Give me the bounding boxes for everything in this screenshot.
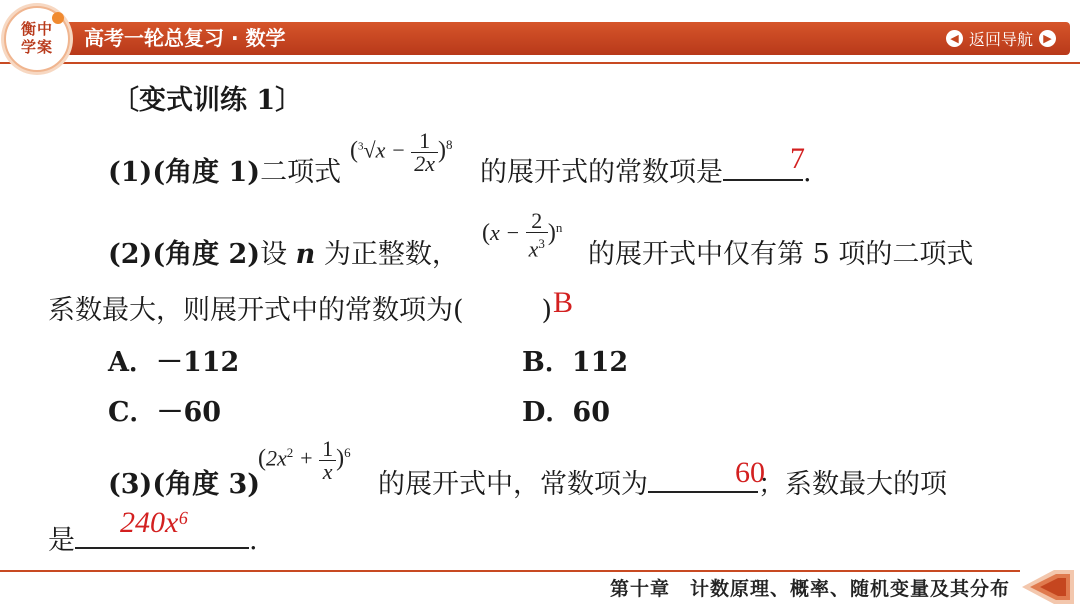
q1-line [108,150,341,189]
section-title: 〔变式训练 1〕 [112,85,303,116]
q2-option-c: C．－60 [108,397,222,428]
q2-line2-text: 系数最大，则展开式中的常数项为( [48,295,464,326]
q2-line1-rest: 的展开式中仅有第 5 项的二项式 [588,239,974,270]
nav-return-label[interactable]: 返回导航 [968,29,1033,49]
nav-controls [946,25,1056,51]
q2-text1: 设 [260,239,296,270]
footer [0,566,1080,608]
footer-back-arrow-icon[interactable] [1018,568,1074,606]
q2-option-b: B．112 [522,347,629,378]
nav-forward-icon[interactable]: ▶ [1039,30,1056,47]
footer-line [0,570,1020,572]
q1-formula: ($^3$√x − $\frac{1}{2x}$ )$^8$ [350,128,453,176]
q3-line2-start: 是 [48,525,75,556]
q3-answer2: 240x⁶ [120,506,189,539]
q1-answer: 7 [790,142,805,175]
q3-line1 [108,462,260,501]
q3-text-after: 的展开式中，常数项为 [378,469,648,500]
q3-blank2 [75,546,249,549]
slide-content [0,64,1080,564]
q2-answer: B [553,286,574,319]
q1-blank [723,178,803,181]
logo-text: 衡中学案 [20,20,53,56]
q3-line1-rest [378,462,947,501]
q3-answer1: 60 [735,456,765,489]
q2-line2-end: ) [541,295,553,326]
q2-line1 [108,232,459,271]
q1-end: . [803,157,812,188]
q2-option-a: A．－112 [108,347,240,378]
q3-blank1 [648,490,758,493]
q2-line2 [48,288,552,327]
q3-formula: ($2x^2$ + $\frac{1}{x}$ )$^6$ [258,436,351,484]
q2-text2: 为正整数， [315,239,459,270]
logo [4,6,70,72]
q2-label: (2)(角度 2) [108,239,261,270]
q1-text-after: 的展开式的常数项是 [480,157,723,188]
header-title: 高考一轮总复习 · 数学 [84,26,286,50]
q1-text-before: 二项式 [260,157,342,188]
footer-chapter: 第十章 计数原理、概率、随机变量及其分布 [609,578,1010,600]
q2-var-n: n [295,239,316,270]
q1-label: (1)(角度 1) [108,157,261,188]
q2-formula: (x − $\frac{2}{x^3}$ )$^n$ [482,208,563,262]
q2-option-d: D．60 [522,397,610,428]
q3-end: . [249,525,258,556]
q3-text-mid: ；系数最大的项 [758,469,947,500]
q3-label: (3)(角度 3) [108,469,261,500]
nav-back-icon[interactable]: ◀ [946,30,963,47]
q1-line-rest [480,150,812,189]
